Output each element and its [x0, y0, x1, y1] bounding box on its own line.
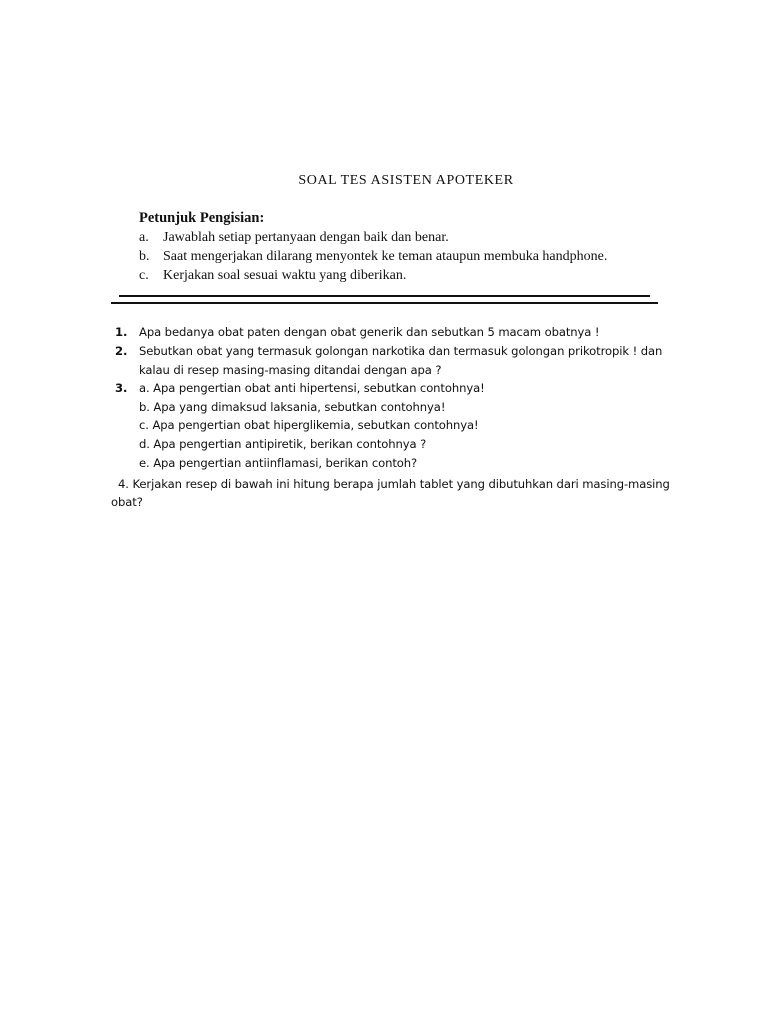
- question-2-line-2: kalau di resep masing-masing ditandai dengan apa ?: [139, 363, 442, 377]
- question-4-line-2: obat?: [111, 495, 143, 509]
- divider-line-lower: [111, 302, 658, 304]
- divider-line-upper: [119, 295, 650, 297]
- instruction-marker: c.: [139, 268, 149, 283]
- instruction-marker: b.: [139, 249, 150, 264]
- question-4-line-1: 4. Kerjakan resep di bawah ini hitung berapa jumlah tablet yang dibutuhkan dari masing-masing: [118, 477, 670, 491]
- question-3-e: e. Apa pengertian antiinflamasi, berikan contoh?: [139, 456, 418, 470]
- instruction-item-b: [139, 249, 607, 265]
- question-number: 3.: [115, 381, 128, 395]
- question-text: Sebutkan obat yang termasuk golongan narkotika dan termasuk golongan prikotropik ! dan: [139, 344, 663, 358]
- instruction-marker: a.: [139, 230, 149, 245]
- instruction-text: Jawablah setiap pertanyaan dengan baik dan benar.: [163, 230, 449, 245]
- instruction-item-c: [139, 268, 406, 284]
- question-3-a: [115, 381, 485, 395]
- question-3-b: b. Apa yang dimaksud laksania, sebutkan contohnya!: [139, 400, 446, 414]
- question-number: 2.: [115, 344, 128, 358]
- instruction-text: Kerjakan soal sesuai waktu yang diberikan.: [163, 268, 407, 283]
- instruction-text: Saat mengerjakan dilarang menyontek ke teman ataupun membuka handphone.: [163, 249, 608, 264]
- question-text: Apa bedanya obat paten dengan obat generik dan sebutkan 5 macam obatnya !: [139, 325, 600, 339]
- question-3-d: d. Apa pengertian antipiretik, berikan contohnya ?: [139, 437, 427, 451]
- question-1: [115, 325, 599, 339]
- instructions-heading: Petunjuk Pengisian:: [139, 210, 265, 226]
- document-title: SOAL TES ASISTEN APOTEKER: [298, 173, 514, 188]
- question-2-line-1: [115, 344, 662, 358]
- instruction-item-a: [139, 230, 449, 246]
- question-text: a. Apa pengertian obat anti hipertensi, sebutkan contohnya!: [139, 381, 485, 395]
- question-number: 1.: [115, 325, 128, 339]
- question-3-c: c. Apa pengertian obat hiperglikemia, sebutkan contohnya!: [139, 418, 479, 432]
